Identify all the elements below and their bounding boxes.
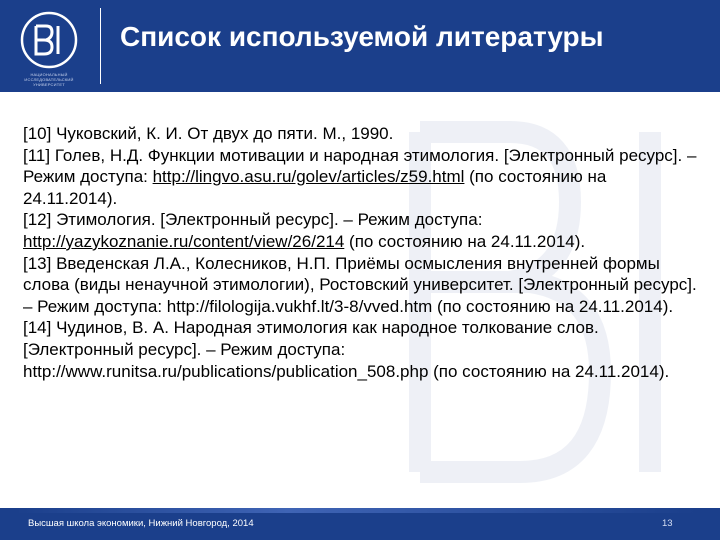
footer-bar [0, 508, 720, 540]
reference-item: [10] Чуковский, К. И. От двух до пяти. М., 1990. [23, 124, 394, 143]
reference-item: [14] Чудинов, В. А. Народная этимология как народное толкование слов. [Электронный ресурс]. – Режим доступа: http://www.runitsa.ru/publications/publication_508.php (по состоянию на 24.11.2014). [23, 318, 670, 381]
footer-text: Высшая школа экономики, Нижний Новгород, 2014 [28, 518, 254, 529]
slide-title: Список используемой литературы [120, 21, 604, 52]
reference-item: [13] Введенская Л.А., Колесников, Н.П. Приёмы осмысления внутренней формы слова (виды ненаучной этимологии), Ростовский университет. [Электронный ресурс]. – Режим доступа: http://filologija.vukhf.lt/3-8/vved.htm (по состоянию на 24.11.2014). [23, 253, 697, 316]
reference-link[interactable]: http://yazykoznanie.ru/content/view/26/214 [23, 231, 345, 251]
header-divider [100, 8, 101, 84]
reference-text: [12] Этимология. [Электронный ресурс]. – Режим доступа: [23, 210, 483, 230]
reference-item [23, 145, 703, 210]
header-bar [0, 0, 720, 92]
page-number: 13 [662, 518, 673, 529]
footer-accent [16, 508, 696, 513]
logo-caption: НАЦИОНАЛЬНЫЙ ИССЛЕДОВАТЕЛЬСКИЙ УНИВЕРСИТЕТ [24, 72, 74, 87]
reference-text: (по состоянию на 24.11.2014). [344, 231, 586, 251]
reference-link[interactable]: http://lingvo.asu.ru/golev/articles/z59.html [152, 167, 465, 187]
reference-list [23, 123, 703, 382]
reference-text: (по состоянию на 24.11.2014). [23, 167, 607, 208]
reference-text: [11] Голев, Н.Д. Функции мотивации и народная этимология. [Электронный ресурс]. – Режим доступа: [23, 145, 697, 187]
reference-item [23, 209, 703, 252]
